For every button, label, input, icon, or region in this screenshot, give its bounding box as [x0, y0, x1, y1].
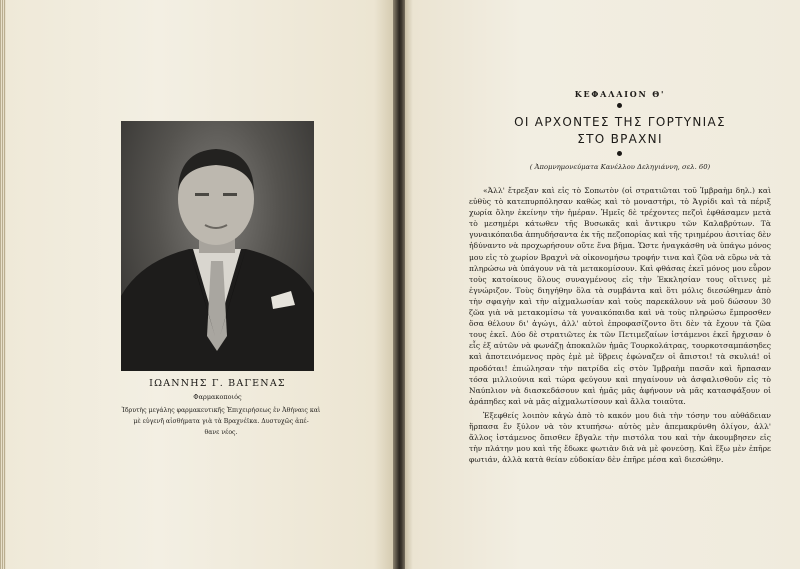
- title-line: ΟΙ ΑΡΧΟΝΤΕΣ ΤΗΣ ΓΟΡΤΥΝΙΑΣ: [514, 115, 726, 129]
- caption-desc-line: μὲ εὐγενῆ αἰσθήματα γιὰ τὰ Βραχνέϊκα. Δυστυχῶς ἀπέ-: [133, 418, 309, 425]
- portrait-figure: [121, 121, 314, 371]
- portrait-photo: [121, 121, 314, 371]
- caption-name: ΙΩΑΝΝΗΣ Γ. ΒΑΓΕΝΑΣ: [149, 378, 286, 389]
- chapter-heading: ΚΕΦΑΛΑΙΟΝ Θ': [574, 89, 666, 99]
- page-edge: [0, 0, 6, 569]
- caption-desc-line: Ἱδρυτὴς μεγάλης φαρμακευτικῆς Ἐπιχειρήσεως ἐν Ἀθήναις καὶ: [121, 407, 321, 414]
- paragraph: «Ἀλλ' ἔτρεξαν καὶ εἰς τὸ Σοπωτὸν (οἱ στρατιῶται τοῦ Ἰμβραὴμ δηλ.) καὶ εὐθὺς τὸ κατεπυρπόλησαν καθὼς καὶ τὸ μοναστήρι, τὸ Ἀγρίδι καὶ τὰ πέριξ χωρία ὅλην ἐκείνην τὴν ἡμέραν. Ἡμεῖς δὲ τρέχοντες πεζοὶ ἐφθάσαμεν μετὰ τὸ μεσημέρι κάτωθεν τῆς Βυσωκᾶς καὶ ἄντικρυ τῶν Καλαβρύτων. Τὰ γυναικόπαιδα ἀπηυδήσαντα ἐκ τῆς πεζοπορίας καὶ τῆς τριημέρου ἀσιτίας δὲν ἠδύναντο νὰ προχωρήσουν οὔτε ἕνα βῆμα. Ὥστε ἠναγκάσθη νὰ ὑπάγω μόνος μου εἰς τὸ χωρίον Βραχνὶ νὰ οἰκονομήσω τροφήν τινα καὶ ζῶα νὰ εὕρω νὰ τὰ πληρώσω νὰ ὑπάγουν νὰ τὰ μετακομίσουν. Καὶ φθάσας ἐκεῖ μόνος μου εὗρον τοὺς κατοίκους ὅλους συναγμένους εἰς τὴν Ἐκκλησίαν τους οἵτινες μὲ ἐγνώριζον. Τοὺς διηγήθην ὅλα τὰ συμβάντα καὶ ὅτι μόλις διεσώθημεν ἀπὸ τὴν σφαγὴν καὶ τὴν αἰχμαλωσίαν καὶ τοὺς παρεκάλουν νὰ μοῦ δώσουν 30 ζῶα γιὰ νὰ μετακομίσω τὰ γυναικόπαιδα καὶ νὰ τοὺς πληρώσω ἔμπροσθεν ὅσα θέλουν δι' ἀγώγι, ἀλλ' αὐτοὶ ἐπροφασίζοντο ὅτι δὲν τὰ ἔχουν τὰ ζῶα τους ἐκεῖ. Δύο δὲ στρατιῶτες ἐκ τῶν Πετιμεζαίων ἱστάμενοι ἐκεῖ ἤρχισαν ὁ εἷς ἐξ αὐτῶν νὰ φωνάζῃ ἀποκαλῶν ἡμᾶς Τουρκολάτρας, τουρκοτσαμπάσηδες καὶ ἀποτεινόμενος πρὸς ἐμὲ μὲ ὕβρεις ἐφώναζεν οἱ ἄπιστοι! τὰ σκυλιά! οἱ προδόται! ἐπιώλησαν τὴν πατρίδα εἰς στὸν Ἰμβραὴμ πασᾶν καὶ ἤρπασαν τόσα μιλλιούνια καὶ τώρα φεύγουν καὶ πηγαίνουν νὰ ἀσφαλισθοῦν εἰς τὸ Ναύπλιον νὰ διασκεδάσουν καὶ ἡμᾶς μᾶς ἀφήνουν νὰ μᾶς κατασφάξουν οἱ ἀράπηδες καὶ νὰ μᾶς αἰχμαλωτίσουν καὶ ἄλλα τοιαῦτα.: [469, 186, 771, 406]
- caption-description: [121, 405, 321, 438]
- caption-desc-line: θανε νέος.: [204, 429, 238, 436]
- caption-role: Φαρμακοποιός: [193, 393, 242, 401]
- source-citation: ( Ἀπομνημονεύματα Κανέλλου Δεληγιάννη, σελ. 60): [529, 163, 711, 171]
- title-line: ΣΤΟ ΒΡΑΧΝΙ: [577, 132, 663, 146]
- body-text: [469, 185, 771, 465]
- ornament-dot: [617, 151, 622, 156]
- ornament-dot: [617, 103, 622, 108]
- chapter-title: [469, 114, 771, 148]
- paragraph: Ἐξεφθείς λοιπὸν κἀγὼ ἀπὸ τὸ κακόν μου διὰ τὴν τόσην του αὐθάδειαν ἥρπασα ἓν ξύλον νὰ τὸν κτυπήσω· αὐτὸς μὲν ἀπεμακρύνθη ὀλίγον, ἀλλ' ἄλλος ἱστάμενος ὄπισθεν ἔβγαλε τὴν πιστόλα του καὶ τὴν ἀκουμβησεν εἰς τὴν πλάτην μου καὶ τῆς ἔδωκε φωτιὰν διὰ νὰ μὲ φονεύσῃ. Καὶ ἔξω μὲν ἐπῆρε φωτιάν, ἀλλὰ κατὰ θείαν εὐδοκίαν δὲν ἐπῆρε μέσα καὶ διεσώθην.: [469, 410, 771, 465]
